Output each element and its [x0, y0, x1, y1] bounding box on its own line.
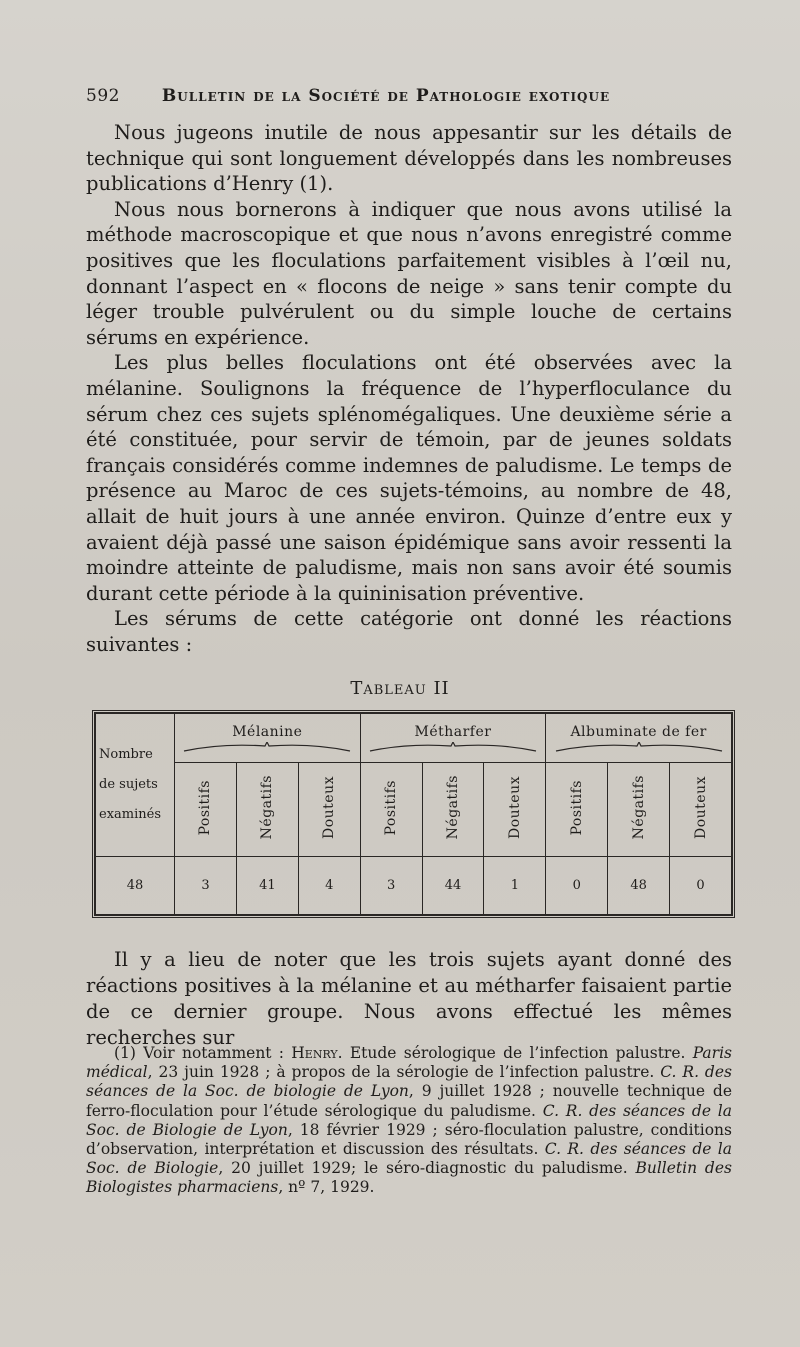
- group-header-metharfer: [360, 714, 546, 763]
- subcol-positifs: Positifs: [546, 762, 608, 856]
- running-head: [86, 86, 746, 106]
- table-data-row: [96, 857, 732, 915]
- subcol-positifs: Positifs: [175, 762, 237, 856]
- row-header-line-3: examinés: [99, 807, 161, 823]
- paragraph-3: Les plus belles floculations ont été observées avec la mélanine. Soulignons la fréquence de l’hyperfloculance du sérum chez ces sujets splénomégaliques. Une deuxième série a été constituée, pour servir de témoin, par de jeunes soldats français considérés comme indemnes de paludisme. Le temps de présence au Maroc de ces sujets-témoins, au nombre de 48, allait de huit jours à une année environ. Quinze d’entre eux y avaient déjà passé une saison épidémique sans avoir ressenti la moindre atteinte de paludisme, mais non sans avoir été soumis durant cette période à la quininisation préventive.: [86, 351, 732, 605]
- row-header-line-1: Nombre: [99, 747, 153, 763]
- cell-metharfer-negatifs: 44: [422, 857, 484, 915]
- subcol-negatifs: Négatifs: [608, 762, 670, 856]
- cell-albuminate-douteux: 0: [670, 857, 732, 915]
- paragraph-1: Nous jugeons inutile de nous appesantir sur les détails de technique qui sont longuement développés dans les nombreuses publications d’Henry (1).: [86, 121, 732, 196]
- group-label-albuminate: Albuminate de fer: [570, 723, 707, 740]
- footnote-author: Henry: [291, 1044, 338, 1062]
- row-header: [96, 714, 175, 857]
- paragraph-4: Les sérums de cette catégorie ont donné les réactions suivantes :: [86, 607, 732, 656]
- paragraph-2: Nous nous bornerons à indiquer que nous avons utilisé la méthode macroscopique et que nous n’avons enregistré comme positives que les floculations parfaitement visibles à l’œil nu, donnant l’aspect en « flocons de neige » sans tenir compte du léger trouble pulvérulent ou du simple louche de certains sérums en expérience.: [86, 197, 732, 349]
- subcol-negatifs: Négatifs: [422, 762, 484, 856]
- brace-icon: [554, 742, 724, 752]
- footnote-marker: (1): [114, 1044, 136, 1062]
- cell-albuminate-negatifs: 48: [608, 857, 670, 915]
- brace-icon: [182, 742, 352, 752]
- paragraph-5: Il y a lieu de noter que les trois sujets ayant donné des réactions positives à la mélanine et au métharfer faisaient partie de ce dernier groupe. Nous avons effectué les mêmes recherches sur: [86, 948, 732, 1049]
- subcol-positifs: Positifs: [360, 762, 422, 856]
- row-header-line-2: de sujets: [99, 777, 158, 793]
- cell-metharfer-douteux: 1: [484, 857, 546, 915]
- subcol-douteux: Douteux: [484, 762, 546, 856]
- subcol-negatifs: Négatifs: [236, 762, 298, 856]
- journal-title: Bulletin de la Société de Pathologie exotique: [161, 86, 611, 106]
- body-text: [86, 120, 732, 657]
- table-title: Tableau II: [350, 678, 450, 699]
- group-label-metharfer: Métharfer: [414, 723, 492, 740]
- group-header-melanine: [175, 714, 361, 763]
- brace-icon: [368, 742, 538, 752]
- footnote: (1) Voir notamment : Henry. Etude sérologique de l’infection palustre. Paris médical, 23 juin 1928 ; à propos de la sérologie de l’infection palustre. C. R. des séances de la Soc. de biologie de Lyon, 9 juillet 1928 ; nouvelle technique de ferro-floculation pour l’étude sérologique du paludisme. C. R. des séances de la Soc. de Biologie de Lyon, 18 février 1929 ; séro-floculation palustre, conditions d’observation, interprétation et discussion des résultats. C. R. des séances de la Soc. de Biologie, 20 juillet 1929; le séro-diagnostic du paludisme. Bulletin des Biologistes pharmaciens, nº 7, 1929.: [86, 1044, 732, 1197]
- results-table: [92, 710, 735, 918]
- cell-melanine-positifs: 3: [175, 857, 237, 915]
- cell-metharfer-positifs: 3: [360, 857, 422, 915]
- subcol-douteux: Douteux: [298, 762, 360, 856]
- page-number: 592: [86, 86, 120, 106]
- results-table-grid: [95, 713, 732, 915]
- cell-melanine-negatifs: 41: [236, 857, 298, 915]
- table-header-row-1: [96, 714, 732, 763]
- group-header-albuminate: [546, 714, 732, 763]
- table-header-row-2: [96, 762, 732, 856]
- cell-sujets: 48: [96, 857, 175, 915]
- cell-melanine-douteux: 4: [298, 857, 360, 915]
- cell-albuminate-positifs: 0: [546, 857, 608, 915]
- group-label-melanine: Mélanine: [232, 723, 303, 740]
- subcol-douteux: Douteux: [670, 762, 732, 856]
